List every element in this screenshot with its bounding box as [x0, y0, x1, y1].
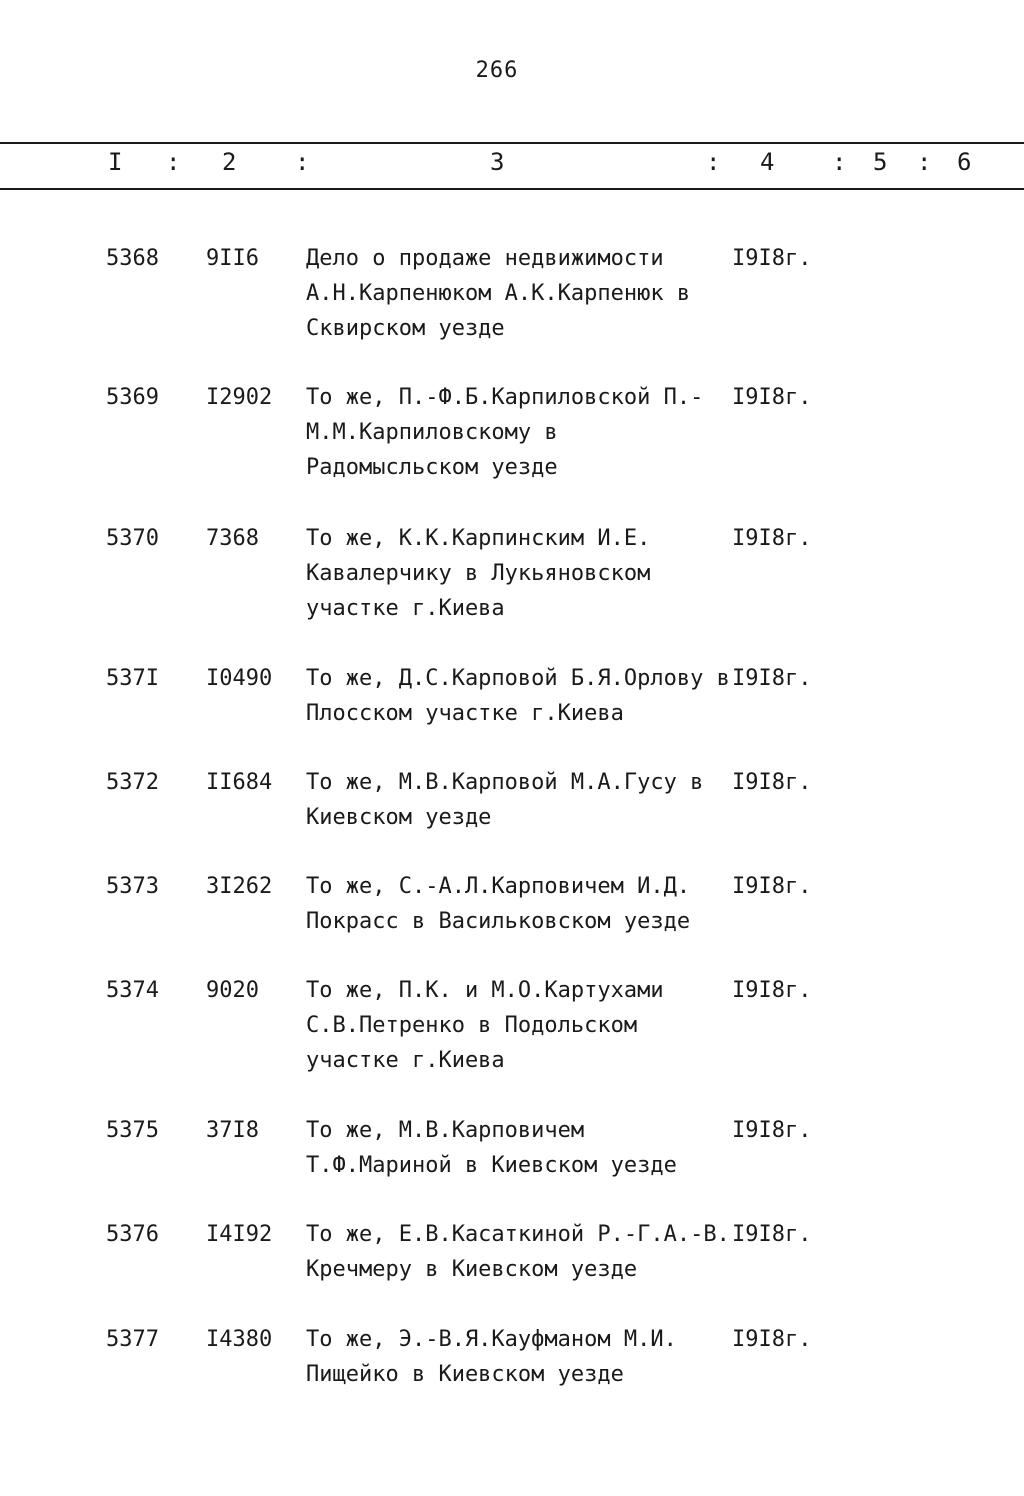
top-rule	[0, 142, 1024, 144]
column-header-4: 4	[760, 148, 775, 176]
entry-file-number: 7368	[206, 526, 259, 551]
column-header-6: 6	[957, 148, 972, 176]
entry-number: 537I	[106, 666, 159, 691]
entry-file-number: II684	[206, 770, 273, 795]
entry-number: 5375	[106, 1118, 159, 1143]
entry-number: 5372	[106, 770, 159, 795]
entry-date: I9I8г.	[732, 1327, 812, 1352]
entry-description: То же, Э.-В.Я.Кауфманом М.И. Пищейко в Киевском уезде	[306, 1327, 677, 1387]
entry-number: 5368	[106, 246, 159, 271]
entry-file-number: I0490	[206, 666, 273, 691]
page-number: 266	[475, 58, 519, 83]
entry-file-number: 37I8	[206, 1118, 259, 1143]
entry-description: То же, М.В.Карповичем Т.Ф.Мариной в Киевском уезде	[306, 1118, 677, 1178]
column-separator: :	[832, 148, 847, 176]
entry-date: I9I8г.	[732, 526, 812, 551]
entry-number: 5369	[106, 385, 159, 410]
column-header-5: 5	[873, 148, 888, 176]
entry-file-number: I4I92	[206, 1222, 273, 1247]
column-separator: :	[706, 148, 721, 176]
entry-number: 5370	[106, 526, 159, 551]
entry-number: 5376	[106, 1222, 159, 1247]
column-header-2: 2	[222, 148, 237, 176]
entry-description: Дело о продаже недвижимости А.Н.Карпенюком А.К.Карпенюк в Сквирском уезде	[306, 246, 691, 341]
entry-description: То же, К.К.Карпинским И.Е. Кавалерчику в Лукьяновском участке г.Киева	[306, 526, 651, 621]
column-header-1: I	[108, 148, 123, 176]
entry-number: 5374	[106, 978, 159, 1003]
entry-number: 5373	[106, 874, 159, 899]
entry-date: I9I8г.	[732, 978, 812, 1003]
entry-date: I9I8г.	[732, 874, 812, 899]
entry-number: 5377	[106, 1327, 159, 1352]
column-separator: :	[295, 148, 310, 176]
entry-description: То же, М.В.Карповой М.А.Гусу в Киевском уезде	[306, 770, 704, 830]
bottom-rule	[0, 188, 1024, 190]
column-header-3: 3	[490, 148, 505, 176]
entry-file-number: 9020	[206, 978, 259, 1003]
entry-description: То же, П.-Ф.Б.Карпиловской П.-М.М.Карпиловскому в Радомысльском уезде	[306, 385, 704, 480]
entry-file-number: I2902	[206, 385, 273, 410]
entry-date: I9I8г.	[732, 1118, 812, 1143]
column-header-row	[0, 148, 1024, 182]
entry-date: I9I8г.	[732, 770, 812, 795]
entry-file-number: 3I262	[206, 874, 273, 899]
entry-description: То же, Д.С.Карповой Б.Я.Орлову в Плосском участке г.Киева	[306, 666, 730, 726]
entry-file-number: 9II6	[206, 246, 259, 271]
entry-date: I9I8г.	[732, 385, 812, 410]
entry-date: I9I8г.	[732, 666, 812, 691]
entry-file-number: I4380	[206, 1327, 273, 1352]
entry-date: I9I8г.	[732, 246, 812, 271]
entry-description: То же, С.-А.Л.Карповичем И.Д. Покрасс в Васильковском уезде	[306, 874, 691, 934]
entry-date: I9I8г.	[732, 1222, 812, 1247]
column-separator: :	[166, 148, 181, 176]
entry-description: То же, Е.В.Касаткиной Р.-Г.А.-В. Кречмеру в Киевском уезде	[306, 1222, 730, 1282]
column-separator: :	[917, 148, 932, 176]
entry-description: То же, П.К. и М.О.Картухами С.В.Петренко в Подольском участке г.Киева	[306, 978, 664, 1073]
